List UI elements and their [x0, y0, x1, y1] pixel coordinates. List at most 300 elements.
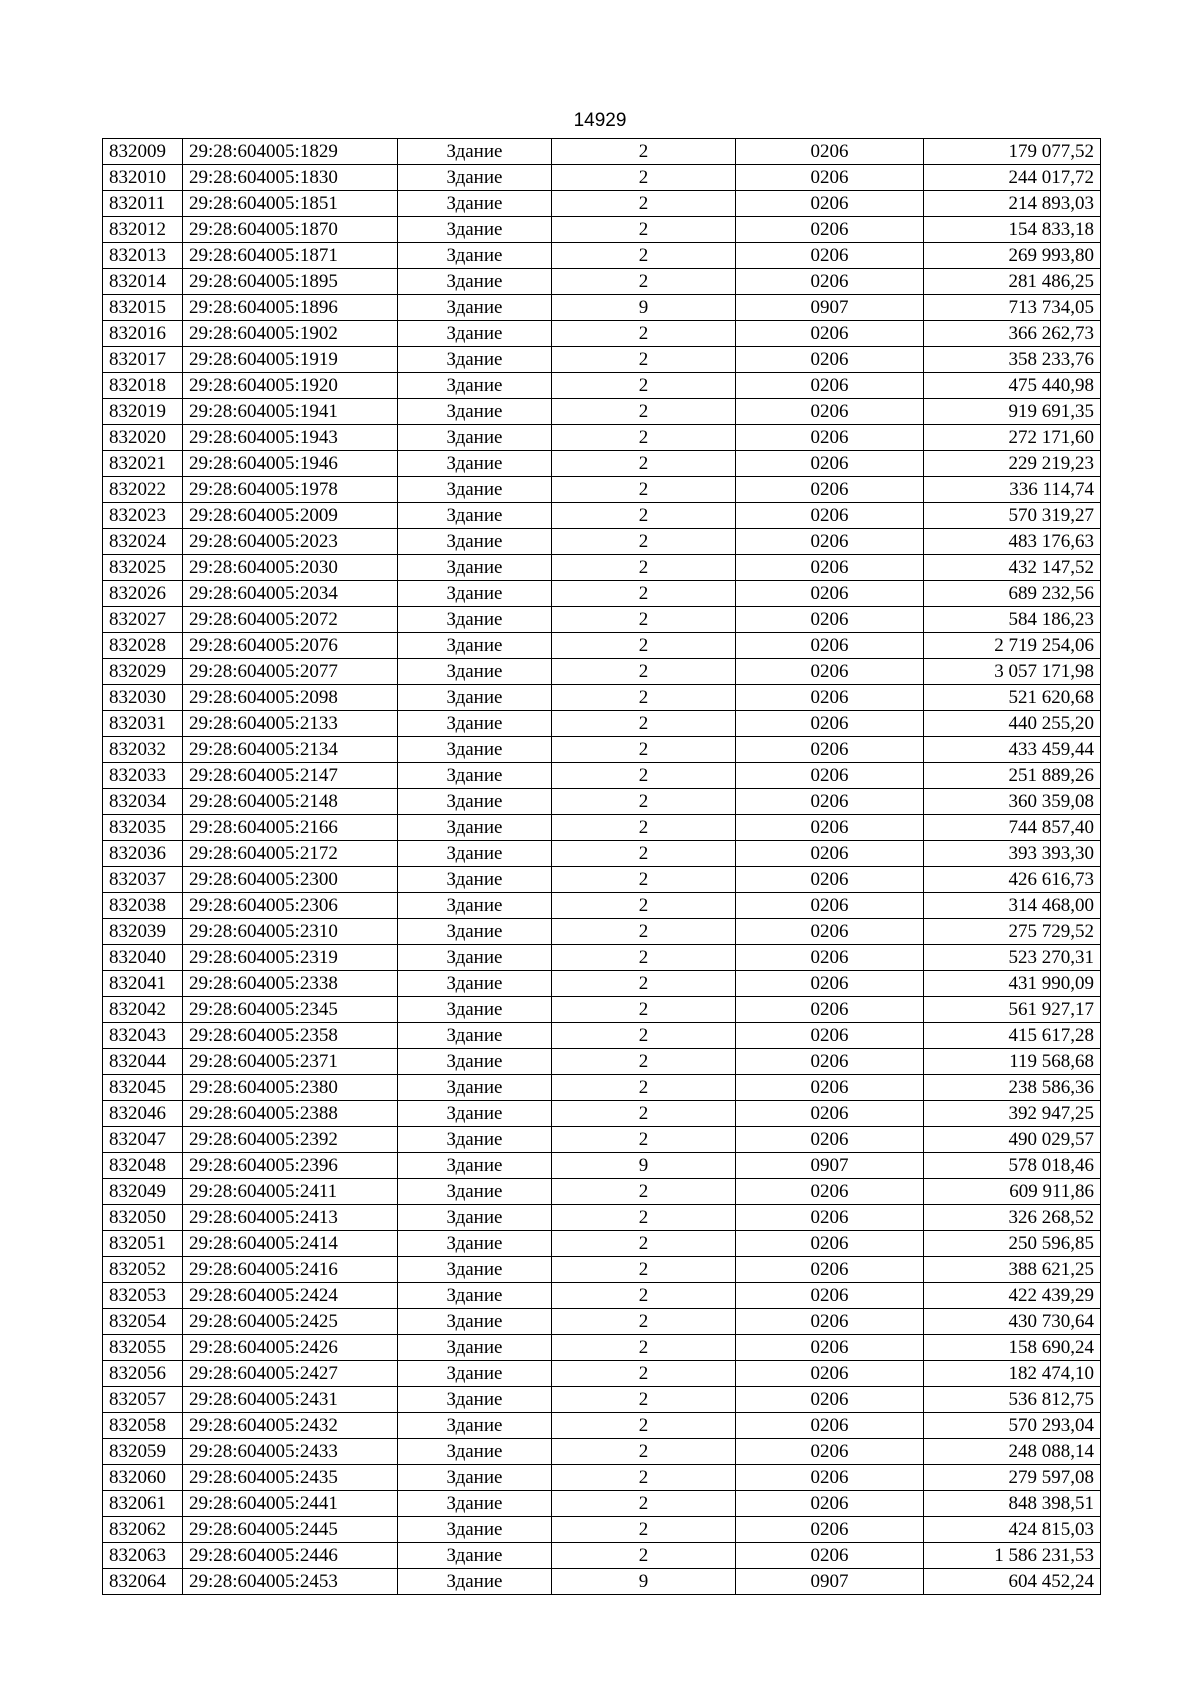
- cell-object-type: Здание: [398, 217, 552, 243]
- cell-row-id: 832030: [103, 685, 183, 711]
- table-row: [103, 347, 1101, 373]
- cell-object-type: Здание: [398, 1101, 552, 1127]
- cell-cadastral-value: 279 597,08: [924, 1465, 1101, 1491]
- cell-cadastral-value: 358 233,76: [924, 347, 1101, 373]
- cell-cadastral-value: 536 812,75: [924, 1387, 1101, 1413]
- table-row: [103, 919, 1101, 945]
- cell-row-id: 832063: [103, 1543, 183, 1569]
- cell-group-number: 2: [552, 373, 736, 399]
- cell-row-id: 832051: [103, 1231, 183, 1257]
- cell-group-number: 2: [552, 581, 736, 607]
- cell-object-type: Здание: [398, 1439, 552, 1465]
- cell-group-number: 9: [552, 1153, 736, 1179]
- table-row: [103, 737, 1101, 763]
- cell-object-type: Здание: [398, 1179, 552, 1205]
- cell-row-id: 832058: [103, 1413, 183, 1439]
- cell-group-number: 2: [552, 1439, 736, 1465]
- cell-group-number: 2: [552, 607, 736, 633]
- cell-cadastral-value: 238 586,36: [924, 1075, 1101, 1101]
- cell-group-number: 2: [552, 1049, 736, 1075]
- cell-code: 0206: [736, 737, 924, 763]
- cell-group-number: 2: [552, 477, 736, 503]
- cell-object-type: Здание: [398, 399, 552, 425]
- cell-object-type: Здание: [398, 711, 552, 737]
- cell-cadastral-number: 29:28:604005:2077: [183, 659, 398, 685]
- table-row: [103, 503, 1101, 529]
- cell-object-type: Здание: [398, 555, 552, 581]
- cell-row-id: 832015: [103, 295, 183, 321]
- cell-code: 0206: [736, 165, 924, 191]
- cell-cadastral-number: 29:28:604005:2172: [183, 841, 398, 867]
- cell-cadastral-number: 29:28:604005:1946: [183, 451, 398, 477]
- table-row: [103, 373, 1101, 399]
- cell-object-type: Здание: [398, 503, 552, 529]
- cell-group-number: 2: [552, 1543, 736, 1569]
- table-row: [103, 867, 1101, 893]
- cell-cadastral-number: 29:28:604005:1943: [183, 425, 398, 451]
- cell-cadastral-value: 422 439,29: [924, 1283, 1101, 1309]
- cell-cadastral-number: 29:28:604005:2453: [183, 1569, 398, 1595]
- cell-object-type: Здание: [398, 893, 552, 919]
- cell-group-number: 2: [552, 1387, 736, 1413]
- cell-object-type: Здание: [398, 477, 552, 503]
- table-row: [103, 763, 1101, 789]
- cell-group-number: 2: [552, 1413, 736, 1439]
- cell-cadastral-number: 29:28:604005:2424: [183, 1283, 398, 1309]
- cell-code: 0206: [736, 1439, 924, 1465]
- cell-cadastral-number: 29:28:604005:2411: [183, 1179, 398, 1205]
- cell-code: 0206: [736, 711, 924, 737]
- cell-row-id: 832057: [103, 1387, 183, 1413]
- cell-code: 0206: [736, 1517, 924, 1543]
- table-row: [103, 659, 1101, 685]
- table-row: [103, 581, 1101, 607]
- cell-cadastral-value: 1 586 231,53: [924, 1543, 1101, 1569]
- cell-object-type: Здание: [398, 867, 552, 893]
- table-row: [103, 1023, 1101, 1049]
- cell-group-number: 2: [552, 711, 736, 737]
- cell-cadastral-value: 119 568,68: [924, 1049, 1101, 1075]
- cell-code: 0206: [736, 269, 924, 295]
- table-row: [103, 633, 1101, 659]
- table-row: [103, 191, 1101, 217]
- cell-object-type: Здание: [398, 1231, 552, 1257]
- cell-row-id: 832018: [103, 373, 183, 399]
- cell-object-type: Здание: [398, 191, 552, 217]
- cell-cadastral-number: 29:28:604005:2034: [183, 581, 398, 607]
- cell-cadastral-number: 29:28:604005:1830: [183, 165, 398, 191]
- cell-group-number: 2: [552, 1361, 736, 1387]
- cell-code: 0206: [736, 373, 924, 399]
- cell-cadastral-number: 29:28:604005:2133: [183, 711, 398, 737]
- cell-code: 0206: [736, 789, 924, 815]
- cell-code: 0206: [736, 399, 924, 425]
- cell-group-number: 2: [552, 243, 736, 269]
- cell-cadastral-value: 214 893,03: [924, 191, 1101, 217]
- cell-code: 0206: [736, 1465, 924, 1491]
- cell-object-type: Здание: [398, 581, 552, 607]
- cell-row-id: 832010: [103, 165, 183, 191]
- cell-code: 0206: [736, 425, 924, 451]
- cell-code: 0206: [736, 633, 924, 659]
- cell-group-number: 2: [552, 737, 736, 763]
- cell-cadastral-number: 29:28:604005:1920: [183, 373, 398, 399]
- cell-row-id: 832032: [103, 737, 183, 763]
- cell-object-type: Здание: [398, 1127, 552, 1153]
- cell-row-id: 832040: [103, 945, 183, 971]
- table-row: [103, 685, 1101, 711]
- cell-row-id: 832034: [103, 789, 183, 815]
- cell-row-id: 832031: [103, 711, 183, 737]
- cell-code: 0206: [736, 971, 924, 997]
- cell-cadastral-number: 29:28:604005:1896: [183, 295, 398, 321]
- cell-code: 0206: [736, 1023, 924, 1049]
- cell-cadastral-number: 29:28:604005:1870: [183, 217, 398, 243]
- cell-cadastral-value: 244 017,72: [924, 165, 1101, 191]
- cell-row-id: 832038: [103, 893, 183, 919]
- cell-group-number: 2: [552, 1231, 736, 1257]
- cell-cadastral-number: 29:28:604005:2416: [183, 1257, 398, 1283]
- table-row: [103, 971, 1101, 997]
- cell-object-type: Здание: [398, 1543, 552, 1569]
- table-row: [103, 841, 1101, 867]
- cell-object-type: Здание: [398, 139, 552, 165]
- cell-object-type: Здание: [398, 815, 552, 841]
- cell-cadastral-value: 326 268,52: [924, 1205, 1101, 1231]
- table-row: [103, 1387, 1101, 1413]
- page-number: 14929: [573, 110, 627, 131]
- cell-code: 0206: [736, 867, 924, 893]
- cell-cadastral-number: 29:28:604005:2009: [183, 503, 398, 529]
- cell-group-number: 2: [552, 529, 736, 555]
- cell-cadastral-number: 29:28:604005:2147: [183, 763, 398, 789]
- cell-row-id: 832059: [103, 1439, 183, 1465]
- cell-object-type: Здание: [398, 919, 552, 945]
- cell-cadastral-value: 426 616,73: [924, 867, 1101, 893]
- cell-cadastral-value: 604 452,24: [924, 1569, 1101, 1595]
- cell-cadastral-number: 29:28:604005:2414: [183, 1231, 398, 1257]
- table-row: [103, 607, 1101, 633]
- cell-cadastral-value: 521 620,68: [924, 685, 1101, 711]
- cell-code: 0206: [736, 1361, 924, 1387]
- cell-cadastral-value: 431 990,09: [924, 971, 1101, 997]
- cell-cadastral-value: 424 815,03: [924, 1517, 1101, 1543]
- table-row: [103, 295, 1101, 321]
- cell-object-type: Здание: [398, 1413, 552, 1439]
- cell-group-number: 2: [552, 1023, 736, 1049]
- table-row: [103, 269, 1101, 295]
- cell-object-type: Здание: [398, 321, 552, 347]
- cell-group-number: 2: [552, 763, 736, 789]
- cell-code: 0206: [736, 243, 924, 269]
- cell-object-type: Здание: [398, 1023, 552, 1049]
- cell-code: 0206: [736, 893, 924, 919]
- cell-cadastral-value: 154 833,18: [924, 217, 1101, 243]
- cell-object-type: Здание: [398, 997, 552, 1023]
- cell-code: 0206: [736, 347, 924, 373]
- cell-group-number: 2: [552, 659, 736, 685]
- table-row: [103, 1257, 1101, 1283]
- cell-object-type: Здание: [398, 1075, 552, 1101]
- table-row: [103, 165, 1101, 191]
- cell-group-number: 2: [552, 1335, 736, 1361]
- cell-cadastral-number: 29:28:604005:2392: [183, 1127, 398, 1153]
- cell-group-number: 2: [552, 1075, 736, 1101]
- table-row: [103, 399, 1101, 425]
- table-row: [103, 1439, 1101, 1465]
- cell-code: 0206: [736, 607, 924, 633]
- cell-cadastral-number: 29:28:604005:2426: [183, 1335, 398, 1361]
- cell-row-id: 832033: [103, 763, 183, 789]
- table-row: [103, 1127, 1101, 1153]
- cell-row-id: 832016: [103, 321, 183, 347]
- cell-cadastral-value: 366 262,73: [924, 321, 1101, 347]
- cell-row-id: 832019: [103, 399, 183, 425]
- cell-object-type: Здание: [398, 763, 552, 789]
- cell-group-number: 2: [552, 1517, 736, 1543]
- cell-group-number: 2: [552, 841, 736, 867]
- cell-row-id: 832046: [103, 1101, 183, 1127]
- table-row: [103, 477, 1101, 503]
- cell-cadastral-number: 29:28:604005:2072: [183, 607, 398, 633]
- cell-cadastral-value: 713 734,05: [924, 295, 1101, 321]
- cell-object-type: Здание: [398, 347, 552, 373]
- cell-object-type: Здание: [398, 1387, 552, 1413]
- cell-group-number: 2: [552, 503, 736, 529]
- cell-group-number: 2: [552, 425, 736, 451]
- table-row: [103, 1231, 1101, 1257]
- cell-object-type: Здание: [398, 685, 552, 711]
- cell-object-type: Здание: [398, 269, 552, 295]
- cell-row-id: 832045: [103, 1075, 183, 1101]
- cell-cadastral-value: 272 171,60: [924, 425, 1101, 451]
- cell-group-number: 2: [552, 1309, 736, 1335]
- cell-cadastral-value: 584 186,23: [924, 607, 1101, 633]
- cell-cadastral-value: 3 057 171,98: [924, 659, 1101, 685]
- cell-row-id: 832036: [103, 841, 183, 867]
- registry-table-body: [103, 139, 1101, 1595]
- cell-row-id: 832014: [103, 269, 183, 295]
- cell-code: 0206: [736, 217, 924, 243]
- table-row: [103, 997, 1101, 1023]
- cell-row-id: 832009: [103, 139, 183, 165]
- table-row: [103, 711, 1101, 737]
- table-row: [103, 451, 1101, 477]
- cell-cadastral-value: 281 486,25: [924, 269, 1101, 295]
- cell-group-number: 2: [552, 1283, 736, 1309]
- cell-row-id: 832064: [103, 1569, 183, 1595]
- cell-group-number: 2: [552, 321, 736, 347]
- cell-object-type: Здание: [398, 1257, 552, 1283]
- cell-cadastral-number: 29:28:604005:1919: [183, 347, 398, 373]
- cell-cadastral-number: 29:28:604005:2388: [183, 1101, 398, 1127]
- cell-row-id: 832056: [103, 1361, 183, 1387]
- cell-group-number: 2: [552, 1179, 736, 1205]
- cell-cadastral-number: 29:28:604005:1978: [183, 477, 398, 503]
- registry-table: [102, 138, 1101, 1595]
- cell-cadastral-value: 314 468,00: [924, 893, 1101, 919]
- cell-code: 0206: [736, 659, 924, 685]
- cell-row-id: 832021: [103, 451, 183, 477]
- cell-object-type: Здание: [398, 373, 552, 399]
- cell-object-type: Здание: [398, 633, 552, 659]
- cell-cadastral-number: 29:28:604005:2310: [183, 919, 398, 945]
- cell-code: 0206: [736, 555, 924, 581]
- cell-code: 0907: [736, 1153, 924, 1179]
- cell-cadastral-value: 848 398,51: [924, 1491, 1101, 1517]
- cell-cadastral-value: 251 889,26: [924, 763, 1101, 789]
- cell-row-id: 832020: [103, 425, 183, 451]
- cell-cadastral-number: 29:28:604005:2338: [183, 971, 398, 997]
- cell-row-id: 832012: [103, 217, 183, 243]
- cell-row-id: 832043: [103, 1023, 183, 1049]
- cell-cadastral-number: 29:28:604005:2446: [183, 1543, 398, 1569]
- table-row: [103, 425, 1101, 451]
- cell-row-id: 832041: [103, 971, 183, 997]
- cell-cadastral-value: 388 621,25: [924, 1257, 1101, 1283]
- cell-cadastral-value: 392 947,25: [924, 1101, 1101, 1127]
- cell-group-number: 2: [552, 945, 736, 971]
- cell-group-number: 2: [552, 1465, 736, 1491]
- cell-cadastral-number: 29:28:604005:2445: [183, 1517, 398, 1543]
- cell-cadastral-number: 29:28:604005:2371: [183, 1049, 398, 1075]
- cell-row-id: 832062: [103, 1517, 183, 1543]
- cell-object-type: Здание: [398, 1465, 552, 1491]
- cell-object-type: Здание: [398, 295, 552, 321]
- cell-cadastral-value: 689 232,56: [924, 581, 1101, 607]
- cell-row-id: 832027: [103, 607, 183, 633]
- cell-cadastral-number: 29:28:604005:2425: [183, 1309, 398, 1335]
- cell-code: 0206: [736, 1179, 924, 1205]
- cell-group-number: 2: [552, 789, 736, 815]
- cell-object-type: Здание: [398, 165, 552, 191]
- cell-row-id: 832061: [103, 1491, 183, 1517]
- cell-cadastral-value: 393 393,30: [924, 841, 1101, 867]
- table-row: [103, 243, 1101, 269]
- table-row: [103, 321, 1101, 347]
- cell-code: 0206: [736, 1413, 924, 1439]
- cell-cadastral-number: 29:28:604005:2396: [183, 1153, 398, 1179]
- cell-code: 0206: [736, 685, 924, 711]
- cell-cadastral-value: 561 927,17: [924, 997, 1101, 1023]
- cell-object-type: Здание: [398, 971, 552, 997]
- table-row: [103, 1413, 1101, 1439]
- cell-code: 0206: [736, 1283, 924, 1309]
- cell-cadastral-value: 570 293,04: [924, 1413, 1101, 1439]
- cell-code: 0206: [736, 451, 924, 477]
- cell-group-number: 2: [552, 347, 736, 373]
- cell-object-type: Здание: [398, 1153, 552, 1179]
- cell-cadastral-number: 29:28:604005:2030: [183, 555, 398, 581]
- cell-code: 0206: [736, 477, 924, 503]
- cell-cadastral-number: 29:28:604005:2345: [183, 997, 398, 1023]
- cell-object-type: Здание: [398, 1335, 552, 1361]
- cell-code: 0206: [736, 529, 924, 555]
- cell-object-type: Здание: [398, 425, 552, 451]
- cell-object-type: Здание: [398, 789, 552, 815]
- cell-code: 0206: [736, 945, 924, 971]
- cell-row-id: 832049: [103, 1179, 183, 1205]
- table-row: [103, 1517, 1101, 1543]
- cell-group-number: 9: [552, 1569, 736, 1595]
- cell-group-number: 2: [552, 139, 736, 165]
- cell-row-id: 832035: [103, 815, 183, 841]
- cell-cadastral-number: 29:28:604005:2413: [183, 1205, 398, 1231]
- cell-object-type: Здание: [398, 1205, 552, 1231]
- cell-cadastral-number: 29:28:604005:2023: [183, 529, 398, 555]
- cell-cadastral-value: 430 730,64: [924, 1309, 1101, 1335]
- cell-cadastral-number: 29:28:604005:2076: [183, 633, 398, 659]
- table-row: [103, 1101, 1101, 1127]
- table-row: [103, 815, 1101, 841]
- cell-code: 0206: [736, 1075, 924, 1101]
- cell-group-number: 2: [552, 971, 736, 997]
- cell-cadastral-value: 250 596,85: [924, 1231, 1101, 1257]
- cell-cadastral-number: 29:28:604005:2306: [183, 893, 398, 919]
- cell-object-type: Здание: [398, 1049, 552, 1075]
- table-row: [103, 1283, 1101, 1309]
- cell-row-id: 832055: [103, 1335, 183, 1361]
- cell-group-number: 2: [552, 269, 736, 295]
- cell-cadastral-number: 29:28:604005:2134: [183, 737, 398, 763]
- cell-code: 0206: [736, 1543, 924, 1569]
- cell-cadastral-value: 475 440,98: [924, 373, 1101, 399]
- cell-cadastral-number: 29:28:604005:2300: [183, 867, 398, 893]
- cell-row-id: 832024: [103, 529, 183, 555]
- cell-cadastral-number: 29:28:604005:2431: [183, 1387, 398, 1413]
- cell-group-number: 2: [552, 893, 736, 919]
- cell-row-id: 832017: [103, 347, 183, 373]
- cell-row-id: 832025: [103, 555, 183, 581]
- cell-row-id: 832060: [103, 1465, 183, 1491]
- cell-code: 0206: [736, 321, 924, 347]
- cell-row-id: 832050: [103, 1205, 183, 1231]
- cell-code: 0907: [736, 295, 924, 321]
- cell-cadastral-number: 29:28:604005:1941: [183, 399, 398, 425]
- cell-code: 0206: [736, 1257, 924, 1283]
- cell-code: 0206: [736, 1491, 924, 1517]
- cell-row-id: 832029: [103, 659, 183, 685]
- cell-cadastral-value: 275 729,52: [924, 919, 1101, 945]
- cell-cadastral-value: 269 993,80: [924, 243, 1101, 269]
- cell-cadastral-value: 570 319,27: [924, 503, 1101, 529]
- cell-row-id: 832044: [103, 1049, 183, 1075]
- cell-cadastral-value: 336 114,74: [924, 477, 1101, 503]
- cell-object-type: Здание: [398, 737, 552, 763]
- cell-cadastral-value: 523 270,31: [924, 945, 1101, 971]
- cell-cadastral-number: 29:28:604005:2166: [183, 815, 398, 841]
- cell-code: 0206: [736, 191, 924, 217]
- cell-object-type: Здание: [398, 1491, 552, 1517]
- cell-cadastral-number: 29:28:604005:2441: [183, 1491, 398, 1517]
- cell-group-number: 9: [552, 295, 736, 321]
- cell-object-type: Здание: [398, 1517, 552, 1543]
- cell-cadastral-number: 29:28:604005:2319: [183, 945, 398, 971]
- cell-row-id: 832053: [103, 1283, 183, 1309]
- table-row: [103, 1205, 1101, 1231]
- cell-code: 0206: [736, 1231, 924, 1257]
- cell-code: 0206: [736, 581, 924, 607]
- cell-group-number: 2: [552, 399, 736, 425]
- table-row: [103, 1179, 1101, 1205]
- cell-group-number: 2: [552, 815, 736, 841]
- cell-cadastral-value: 2 719 254,06: [924, 633, 1101, 659]
- cell-group-number: 2: [552, 1491, 736, 1517]
- table-row: [103, 217, 1101, 243]
- cell-group-number: 2: [552, 633, 736, 659]
- cell-row-id: 832013: [103, 243, 183, 269]
- cell-row-id: 832037: [103, 867, 183, 893]
